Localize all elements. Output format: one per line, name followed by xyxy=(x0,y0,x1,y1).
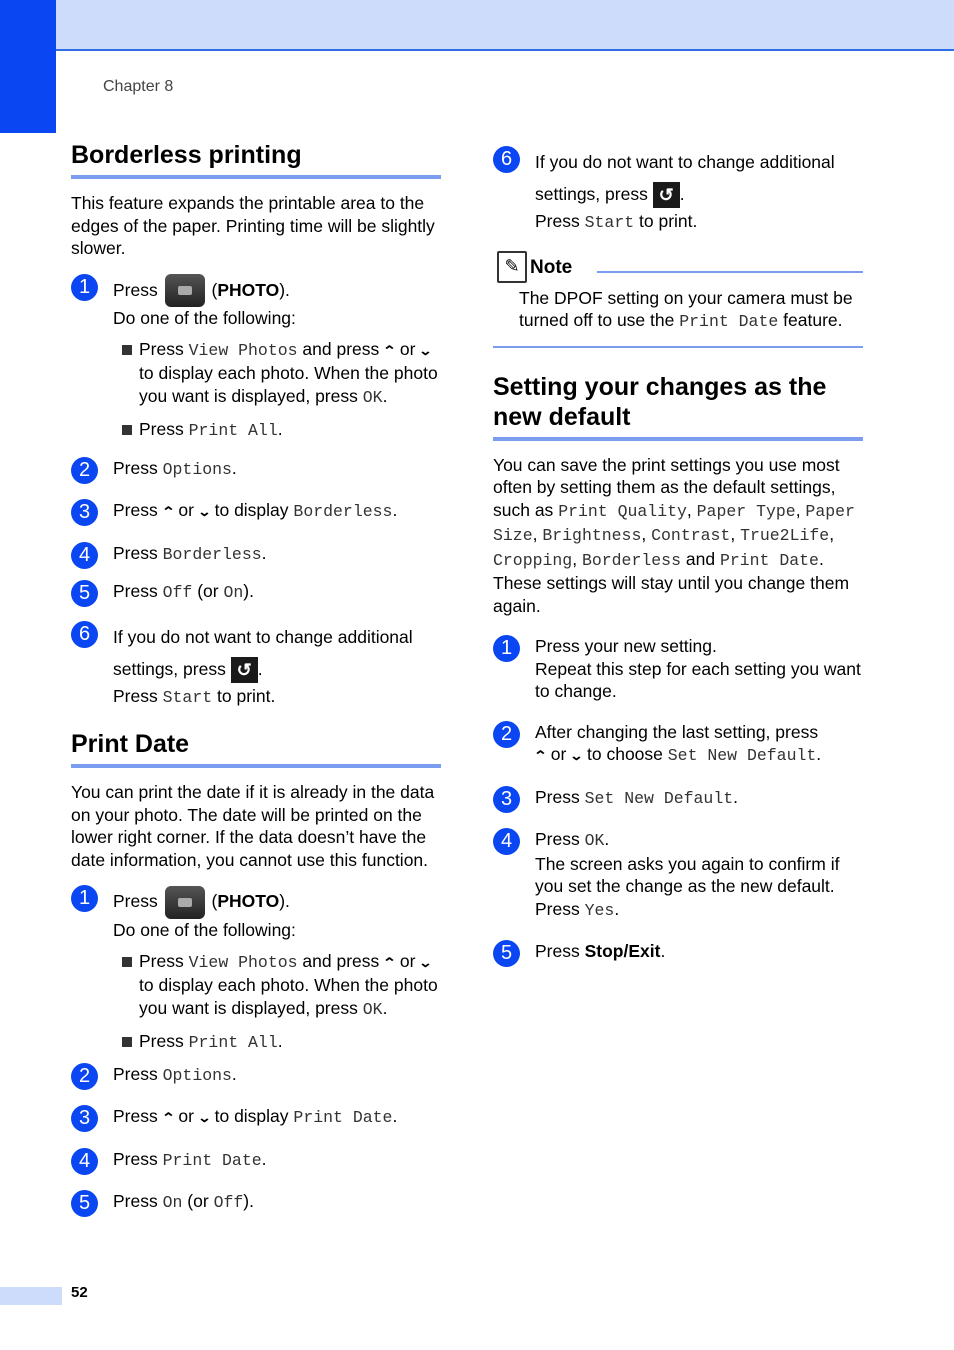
back-button-icon: ↺ xyxy=(231,657,258,683)
borderless-step-6-cont: 6 If you do not want to change additional settings, press ↺ . Press Start to print. xyxy=(493,146,863,235)
up-arrow-icon: ⌃ xyxy=(382,954,397,970)
step-number-1: 1 xyxy=(493,635,520,662)
newdefault-heading: Setting your changes as the new default xyxy=(493,372,863,441)
newdefault-step-1: 1 Press your new setting. Repeat this step for each setting you want to change. xyxy=(493,635,863,703)
newdefault-intro: You can save the print settings you use most often by setting them as the default settings, such as Print Quality, Paper Type, Paper Size, Brightness, Contrast, True2Life, Cropping, Borderless and Print Date. These settings will stay until you change them again. xyxy=(493,454,855,616)
bullet-view-photos: Press View Photos and press ⌃ or ⌄ to display each photo. When the photo you want is displayed, press OK. xyxy=(113,338,441,410)
step-number-5: 5 xyxy=(71,1190,98,1217)
bullet-print-all: Press Print All. xyxy=(113,418,441,443)
note-pencil-icon: ✎ xyxy=(497,251,527,283)
step-number-3: 3 xyxy=(71,1105,98,1132)
up-arrow-icon: ⌃ xyxy=(533,748,548,763)
header-band xyxy=(0,0,954,51)
step-number-6: 6 xyxy=(71,621,98,648)
printdate-step-4: 4 Press Print Date. xyxy=(71,1148,441,1173)
note-box xyxy=(493,257,863,348)
do-one-text: Do one of the following: xyxy=(113,920,296,941)
page-tab xyxy=(0,1287,62,1305)
step-number-5: 5 xyxy=(71,580,98,607)
up-arrow-icon: ⌃ xyxy=(160,504,176,520)
bullet-view-photos: Press View Photos and press ⌃ or ⌄ to display each photo. When the photo you want is displayed, press OK. xyxy=(113,950,441,1022)
step-number-2: 2 xyxy=(71,457,98,484)
printdate-step-5: 5 Press On (or Off). xyxy=(71,1190,441,1215)
borderless-step-2: 2 Press Options. xyxy=(71,457,441,482)
borderless-step-4: 4 Press Borderless. xyxy=(71,542,441,567)
up-arrow-icon: ⌃ xyxy=(382,342,397,358)
down-arrow-icon: ⌄ xyxy=(197,504,212,520)
bullet-square-icon xyxy=(122,957,132,967)
newdefault-step-3: 3 Press Set New Default. xyxy=(493,786,863,811)
borderless-step-6: 6 If you do not want to change additional settings, press ↺ . Press Start to print. xyxy=(71,621,441,710)
note-title: Note xyxy=(530,256,573,278)
note-text: The DPOF setting on your camera must be turned off to use the Print Date feature. xyxy=(493,287,863,348)
bullet-square-icon xyxy=(122,345,132,355)
down-arrow-icon: ⌄ xyxy=(418,342,433,358)
step-number-1: 1 xyxy=(71,885,98,912)
chapter-tab xyxy=(0,0,56,133)
borderless-step-3: 3 Press ⌃ or ⌄ to display Borderless. xyxy=(71,499,441,524)
borderless-intro: This feature expands the printable area to the edges of the paper. Printing time will be slightly slower. xyxy=(71,193,435,258)
right-column xyxy=(493,146,863,963)
step-number-4: 4 xyxy=(71,542,98,569)
step-number-2: 2 xyxy=(71,1063,98,1090)
newdefault-step-2: 2 After changing the last setting, press ⌃ or ⌄ to choose Set New Default. xyxy=(493,721,863,768)
newdefault-step-4: 4 Press OK. The screen asks you again to confirm if you set the change as the new default. Press Yes. xyxy=(493,828,863,922)
note-divider xyxy=(597,271,863,273)
borderless-heading: Borderless printing xyxy=(71,140,441,179)
step-number-3: 3 xyxy=(71,499,98,526)
down-arrow-icon: ⌄ xyxy=(569,748,584,763)
step-number-1: 1 xyxy=(71,274,98,301)
step-number-3: 3 xyxy=(493,786,520,813)
left-column xyxy=(71,140,441,1215)
step-number-6: 6 xyxy=(493,146,520,173)
printdate-step-3: 3 Press ⌃ or ⌄ to display Print Date. xyxy=(71,1105,441,1130)
printdate-intro: You can print the date if it is already in the data on your photo. The date will be printed on the lower right corner. If the data doesn’t have the date information, you cannot use this function. xyxy=(71,782,435,870)
step-number-4: 4 xyxy=(71,1148,98,1175)
newdefault-step-5: 5 Press Stop/Exit. xyxy=(493,940,863,963)
borderless-step-5: 5 Press Off (or On). xyxy=(71,580,441,605)
printdate-step-2: 2 Press Options. xyxy=(71,1063,441,1088)
do-one-text: Do one of the following: xyxy=(113,308,296,329)
down-arrow-icon: ⌄ xyxy=(197,1110,212,1126)
page-number: 52 xyxy=(71,1284,88,1301)
chapter-label: Chapter 8 xyxy=(103,78,174,95)
bullet-print-all: Press Print All. xyxy=(113,1030,441,1055)
printdate-heading: Print Date xyxy=(71,729,441,768)
up-arrow-icon: ⌃ xyxy=(160,1110,176,1126)
photo-button-icon xyxy=(165,886,205,919)
down-arrow-icon: ⌄ xyxy=(418,954,433,970)
bullet-square-icon xyxy=(122,425,132,435)
photo-button-icon xyxy=(165,274,205,307)
step-number-4: 4 xyxy=(493,828,520,855)
printdate-step-1: 1 Press (PHOTO). Do one of the following: Press View Photos and press ⌃ or ⌄ to display each photo. When the photo you want is displayed, press OK. Press Print All. xyxy=(71,885,441,1054)
bullet-square-icon xyxy=(122,1037,132,1047)
back-button-icon: ↺ xyxy=(653,182,680,208)
step-number-2: 2 xyxy=(493,721,520,748)
step-number-5: 5 xyxy=(493,940,520,967)
borderless-step-1: 1 Press (PHOTO). Do one of the following: Press View Photos and press ⌃ or ⌄ to display each photo. When the photo you want is displayed, press OK. Press Print All. xyxy=(71,274,441,443)
